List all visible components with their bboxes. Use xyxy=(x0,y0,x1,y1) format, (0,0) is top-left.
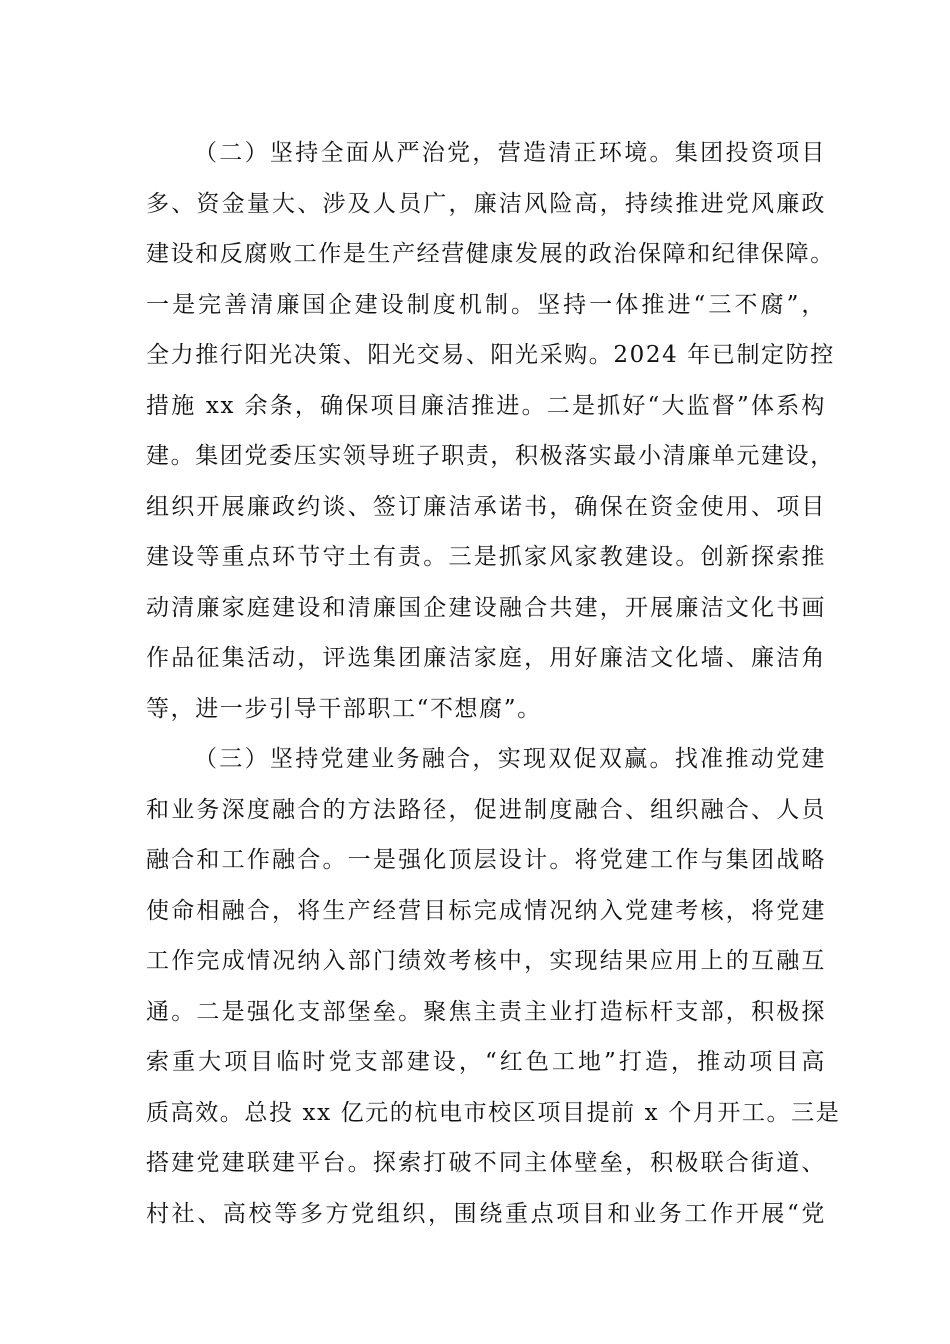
paragraph-3-line-2: 和业务深度融合的方法路径，促进制度融合、组织融合、人员 xyxy=(146,796,826,823)
paragraph-3-line-1: （三）坚持党建业务融合，实现双促双赢。找准推动党建 xyxy=(194,746,826,772)
paragraph-3-line-10: 村社、高校等多方党组织，围绕重点项目和业务工作开展“党 xyxy=(146,1200,826,1227)
paragraph-2-line-4: 一是完善清廉国企建设制度机制。坚持一体推进“三不腐”， xyxy=(146,291,826,318)
paragraph-2-line-3: 建设和反腐败工作是生产经营健康发展的政治保障和纪律保障。 xyxy=(146,241,835,267)
paragraph-2-line-1: （二）坚持全面从严治党，营造清正环境。集团投资项目 xyxy=(194,140,826,166)
paragraph-2-line-5: 全力推行阳光决策、阳光交易、阳光采购。2024 年已制定防控 xyxy=(146,342,835,368)
paragraph-3-line-6: 通。二是强化支部堡垒。聚焦主责主业打造标杆支部，积极探 xyxy=(146,998,826,1025)
paragraph-3-line-5: 工作完成情况纳入部门绩效考核中，实现结果应用上的互融互 xyxy=(146,948,826,974)
paragraph-2-line-11: 作品征集活动，评选集团廉洁家庭，用好廉洁文化墙、廉洁角 xyxy=(146,645,826,671)
paragraph-2-line-10: 动清廉家庭建设和清廉国企建设融合共建，开展廉洁文化书画 xyxy=(146,594,826,621)
paragraph-3-line-9: 搭建党建联建平台。探索打破不同主体壁垒，积极联合街道、 xyxy=(146,1150,826,1176)
paragraph-2-line-8: 组织开展廉政约谈、签订廉洁承诺书，确保在资金使用、项目 xyxy=(146,493,826,520)
paragraph-2-line-6: 措施 xx 余条，确保项目廉洁推进。二是抓好“大监督”体系构 xyxy=(146,392,826,419)
paragraph-3-line-3: 融合和工作融合。一是强化顶层设计。将党建工作与集团战略 xyxy=(146,847,826,873)
paragraph-2-line-9: 建设等重点环节守土有责。三是抓家风家教建设。创新探索推 xyxy=(146,544,826,570)
paragraph-2-line-7: 建。集团党委压实领导班子职责，积极落实最小清廉单元建设， xyxy=(146,443,835,469)
document-body xyxy=(146,128,841,1239)
paragraph-3-line-8: 质高效。总投 xx 亿元的杭电市校区项目提前 x 个月开工。三是 xyxy=(146,1099,841,1126)
paragraph-2-line-12: 等，进一步引导干部职工“不想腐”。 xyxy=(146,695,542,722)
paragraph-2-line-2: 多、资金量大、涉及人员广，廉洁风险高，持续推进党风廉政 xyxy=(146,190,826,217)
paragraph-3-line-7: 索重大项目临时党支部建设，“红色工地”打造，推动项目高 xyxy=(146,1049,826,1075)
paragraph-3-line-4: 使命相融合，将生产经营目标完成情况纳入党建考核，将党建 xyxy=(146,897,826,924)
